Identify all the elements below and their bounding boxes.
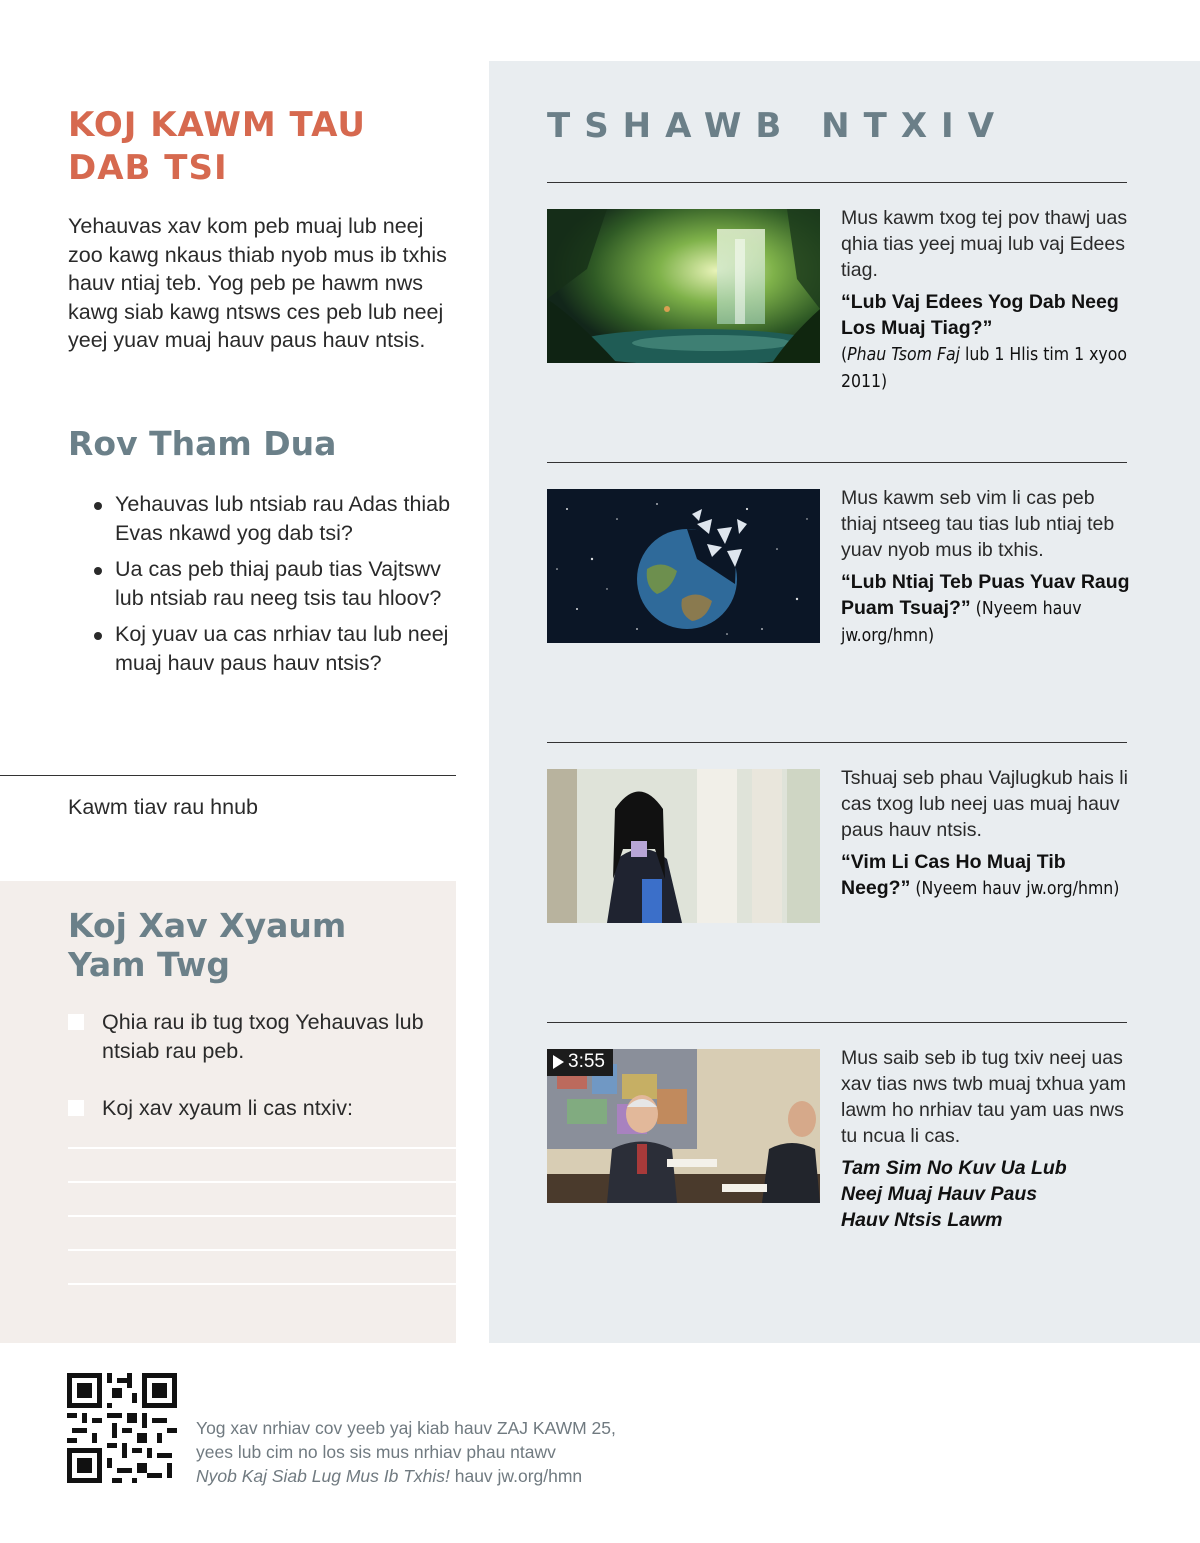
explore-item-text [841,205,1131,395]
goal-item [68,1094,438,1123]
goals-title-line1: Koj Xav Xyaum [68,906,347,945]
review-question-list [90,490,460,685]
goals-title [68,906,428,984]
explore-item-description: Mus saib seb ib tug txiv neej uas xav tias nws twb muaj txhua yam lawm ho nrhiav tau yam uas nws tu ncua li cas. [841,1047,1127,1147]
goal-checkbox[interactable] [68,1100,84,1116]
write-in-line[interactable] [68,1215,456,1217]
divider [0,775,456,776]
video-duration: 3:55 [568,1051,605,1072]
footer-line2: yees lub cim no los sis mus nrhiav phau ntawv [196,1442,556,1462]
explore-item-ref-title[interactable]: Tam Sim No Kuv Ua Lub Neej Muaj Hauv Paus Hauv Ntsis Lawm [841,1157,1067,1231]
divider [547,462,1127,463]
explore-item-text [841,1045,1131,1233]
completion-date-label: Kawm tiav rau hnub [68,795,259,819]
explore-item-text [841,765,1131,902]
divider [547,182,1127,183]
footer-line1: Yog xav nrhiav cov yeeb yaj kiab hauv ZAJ KAWM 25, [196,1418,616,1438]
explore-item-ref-title[interactable]: “Lub Ntiaj Teb Puas Yuav Raug Puam Tsuaj?” [841,571,1130,619]
footer-book-title[interactable]: Nyob Kaj Siab Lug Mus Ib Txhis! [196,1466,450,1486]
summary-title [68,104,448,190]
summary-body: Yehauvas xav kom peb muaj lub neej zoo kawg nkaus thiab nyob mus ib txhis hauv ntiaj teb. Yog peb pe hawm nws kawg siab kawg ntsws ces peb lub neej yeej yuav muaj hauv paus hauv ntsis. [68,214,447,352]
explore-item-text [841,485,1131,649]
explore-item-ref-source: (Nyeem hauv jw.org/hmn) [910,879,1120,899]
explore-item-reference [841,569,1131,649]
review-question: Yehauvas lub ntsiab rau Adas thiab Evas nkawd yog dab tsi? [90,490,460,547]
goal-text: Koj xav xyaum li cas ntxiv: [102,1096,353,1120]
meeting-video-image[interactable] [547,1049,820,1203]
write-in-line[interactable] [68,1283,456,1285]
review-question: Koj yuav ua cas nrhiav tau lub neej muaj hauv paus hauv ntsis? [90,620,460,677]
explore-item-ref-title[interactable]: “Vim Li Cas Ho Muaj Tib Neeg?” [841,851,1066,899]
goals-title-line2: Yam Twg [68,945,231,984]
footer-line3: hauv jw.org/hmn [449,1466,583,1486]
explore-item-description: Tshuaj seb phau Vajlugkub hais li cas txog lub neej uas muaj hauv paus hauv ntsis. [841,767,1128,841]
video-duration-badge[interactable] [547,1049,613,1076]
explore-item-reference [841,289,1131,395]
explore-item-ref-title[interactable]: “Lub Vaj Edees Yog Dab Neeg Los Muaj Tiag?” [841,291,1119,339]
goal-text: Qhia rau ib tug txog Yehauvas lub ntsiab rau peb. [102,1010,424,1063]
review-title: Rov Tham Dua [68,424,337,463]
review-question: Ua cas peb thiaj paub tias Vajtswv lub ntsiab rau neeg tsis tau hloov? [90,555,460,612]
explore-item-description: Mus kawm seb vim li cas peb thiaj ntseeg tau tias lub ntiaj teb yuav nyob mus ib txhis. [841,487,1115,561]
explore-title: TSHAWB NTXIV [547,106,1009,146]
student-portrait-image[interactable] [547,769,820,923]
summary-title-line2: DAB TSI [68,148,228,188]
garden-waterfall-image[interactable] [547,209,820,363]
goal-checkbox[interactable] [68,1014,84,1030]
explore-item-ref-source: (Phau Tsom Faj lub 1 Hlis tim 1 xyoo 2011) [841,345,1127,392]
write-in-line[interactable] [68,1147,456,1149]
explore-item-ref-source: (Nyeem hauv jw.org/hmn) [841,599,1082,646]
footer-note [196,1416,756,1488]
write-in-line[interactable] [68,1181,456,1183]
goal-item [68,1008,438,1065]
qr-code-icon[interactable] [67,1373,177,1483]
write-in-line[interactable] [68,1249,456,1251]
divider [547,1022,1127,1023]
divider [547,742,1127,743]
explore-item-reference [841,849,1131,902]
summary-title-line1: KOJ KAWM TAU [68,105,366,145]
play-icon[interactable] [553,1055,564,1069]
shattered-earth-image[interactable] [547,489,820,643]
explore-item-description: Mus kawm txog tej pov thawj uas qhia tias yeej muaj lub vaj Edees tiag. [841,207,1128,281]
